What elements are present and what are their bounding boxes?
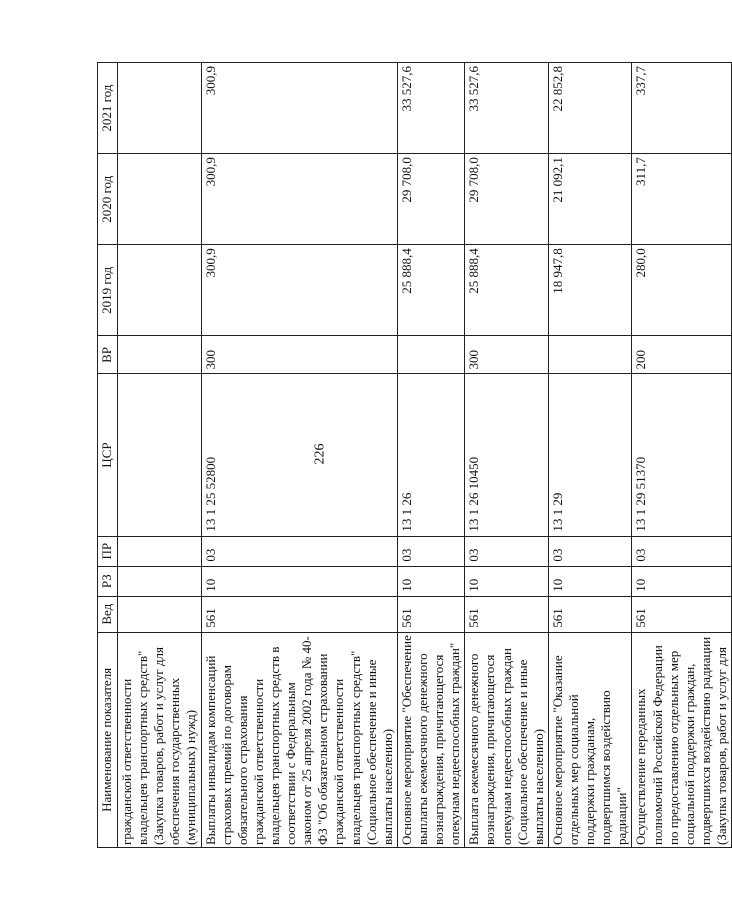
row-vr: 300	[201, 336, 397, 374]
header-name: Наименование показателя	[98, 632, 118, 847]
table-row	[397, 63, 464, 848]
row-csr: 13 1 25 52800	[201, 374, 397, 536]
header-2020: 2020 год	[98, 154, 118, 245]
row-vr	[118, 336, 202, 374]
row-2021: 33 527,6	[397, 63, 464, 154]
row-ved: 561	[201, 596, 397, 632]
row-csr	[118, 374, 202, 536]
row-rz: 10	[201, 566, 397, 596]
row-2020: 29 708,0	[465, 154, 549, 245]
table-row	[548, 63, 632, 848]
row-ved: 561	[632, 596, 732, 632]
row-ved	[118, 596, 202, 632]
row-rz: 10	[548, 566, 632, 596]
row-vr	[548, 336, 632, 374]
row-pr: 03	[397, 536, 464, 566]
row-csr: 13 1 26 10450	[465, 374, 549, 536]
page-number-text: 226	[312, 443, 327, 465]
budget-table	[97, 62, 732, 848]
table-row	[201, 63, 397, 848]
row-name: Осуществление переданных полномочий Российской Федерации по предоставлению отдельных мер социальной поддержки граждан, подвергшихся воздействию радиации (Закупка товаров, работ и услуг для	[632, 632, 732, 847]
budget-table-wrapper	[97, 62, 729, 848]
row-csr: 13 1 29	[548, 374, 632, 536]
header-pr: ПР	[98, 536, 118, 566]
header-2021: 2021 год	[98, 63, 118, 154]
table-row	[465, 63, 549, 848]
row-2020: 300,9	[201, 154, 397, 245]
row-pr: 03	[632, 536, 732, 566]
row-2021	[118, 63, 202, 154]
row-vr	[397, 336, 464, 374]
row-rz: 10	[465, 566, 549, 596]
row-name: Основное мероприятие "Обеспечение выплаты ежемесячного денежного вознаграждения, причитающегося опекунам недееспособных граждан"	[397, 632, 464, 847]
row-ved: 561	[465, 596, 549, 632]
row-name: Основное мероприятие "Оказание отдельных мер социальной поддержки гражданам, подвергшимся воздействию радиации"	[548, 632, 632, 847]
row-name: Выплата ежемесячного денежного вознаграждения, причитающегося опекунам недееспособных граждан (Социальное обеспечение и иные выплаты населению)	[465, 632, 549, 847]
header-vr: ВР	[98, 336, 118, 374]
row-csr: 13 1 26	[397, 374, 464, 536]
row-pr: 03	[465, 536, 549, 566]
row-rz: 10	[397, 566, 464, 596]
row-2019: 25 888,4	[397, 245, 464, 336]
table-row	[632, 63, 732, 848]
row-2021: 337,7	[632, 63, 732, 154]
row-rz	[118, 566, 202, 596]
header-rz: РЗ	[98, 566, 118, 596]
row-2019: 300,9	[201, 245, 397, 336]
row-rz: 10	[632, 566, 732, 596]
row-csr: 13 1 29 51370	[632, 374, 732, 536]
header-ved: Вед	[98, 596, 118, 632]
table-header-row	[98, 63, 118, 848]
row-pr: 03	[548, 536, 632, 566]
row-pr	[118, 536, 202, 566]
row-2020: 311,7	[632, 154, 732, 245]
row-2020	[118, 154, 202, 245]
row-2021: 22 852,8	[548, 63, 632, 154]
header-csr: ЦСР	[98, 374, 118, 536]
row-2021: 33 527,6	[465, 63, 549, 154]
row-2021: 300,9	[201, 63, 397, 154]
row-2020: 29 708,0	[397, 154, 464, 245]
row-2020: 21 092,1	[548, 154, 632, 245]
row-vr: 200	[632, 336, 732, 374]
row-name: гражданской ответственности владельцев транспортных средств" (Закупка товаров, работ и услуг для обеспечения государственных (муниципальных) нужд)	[118, 632, 202, 847]
header-2019: 2019 год	[98, 245, 118, 336]
row-pr: 03	[201, 536, 397, 566]
row-ved: 561	[548, 596, 632, 632]
row-ved: 561	[397, 596, 464, 632]
row-2019: 25 888,4	[465, 245, 549, 336]
row-name: Выплаты инвалидам компенсаций страховых премий по договорам обязательного страхования гражданской ответственности владельцев транспортных средств в соответствии с Федеральным законом от 25 апреля 2002 года № 40-ФЗ "Об обязательном страховании гражданской ответственности владельцев транспортных средств" (Социальное обеспечение и иные выплаты населению)	[201, 632, 397, 847]
table-row	[118, 63, 202, 848]
row-2019: 18 947,8	[548, 245, 632, 336]
row-2019: 280,0	[632, 245, 732, 336]
row-2019	[118, 245, 202, 336]
row-vr: 300	[465, 336, 549, 374]
